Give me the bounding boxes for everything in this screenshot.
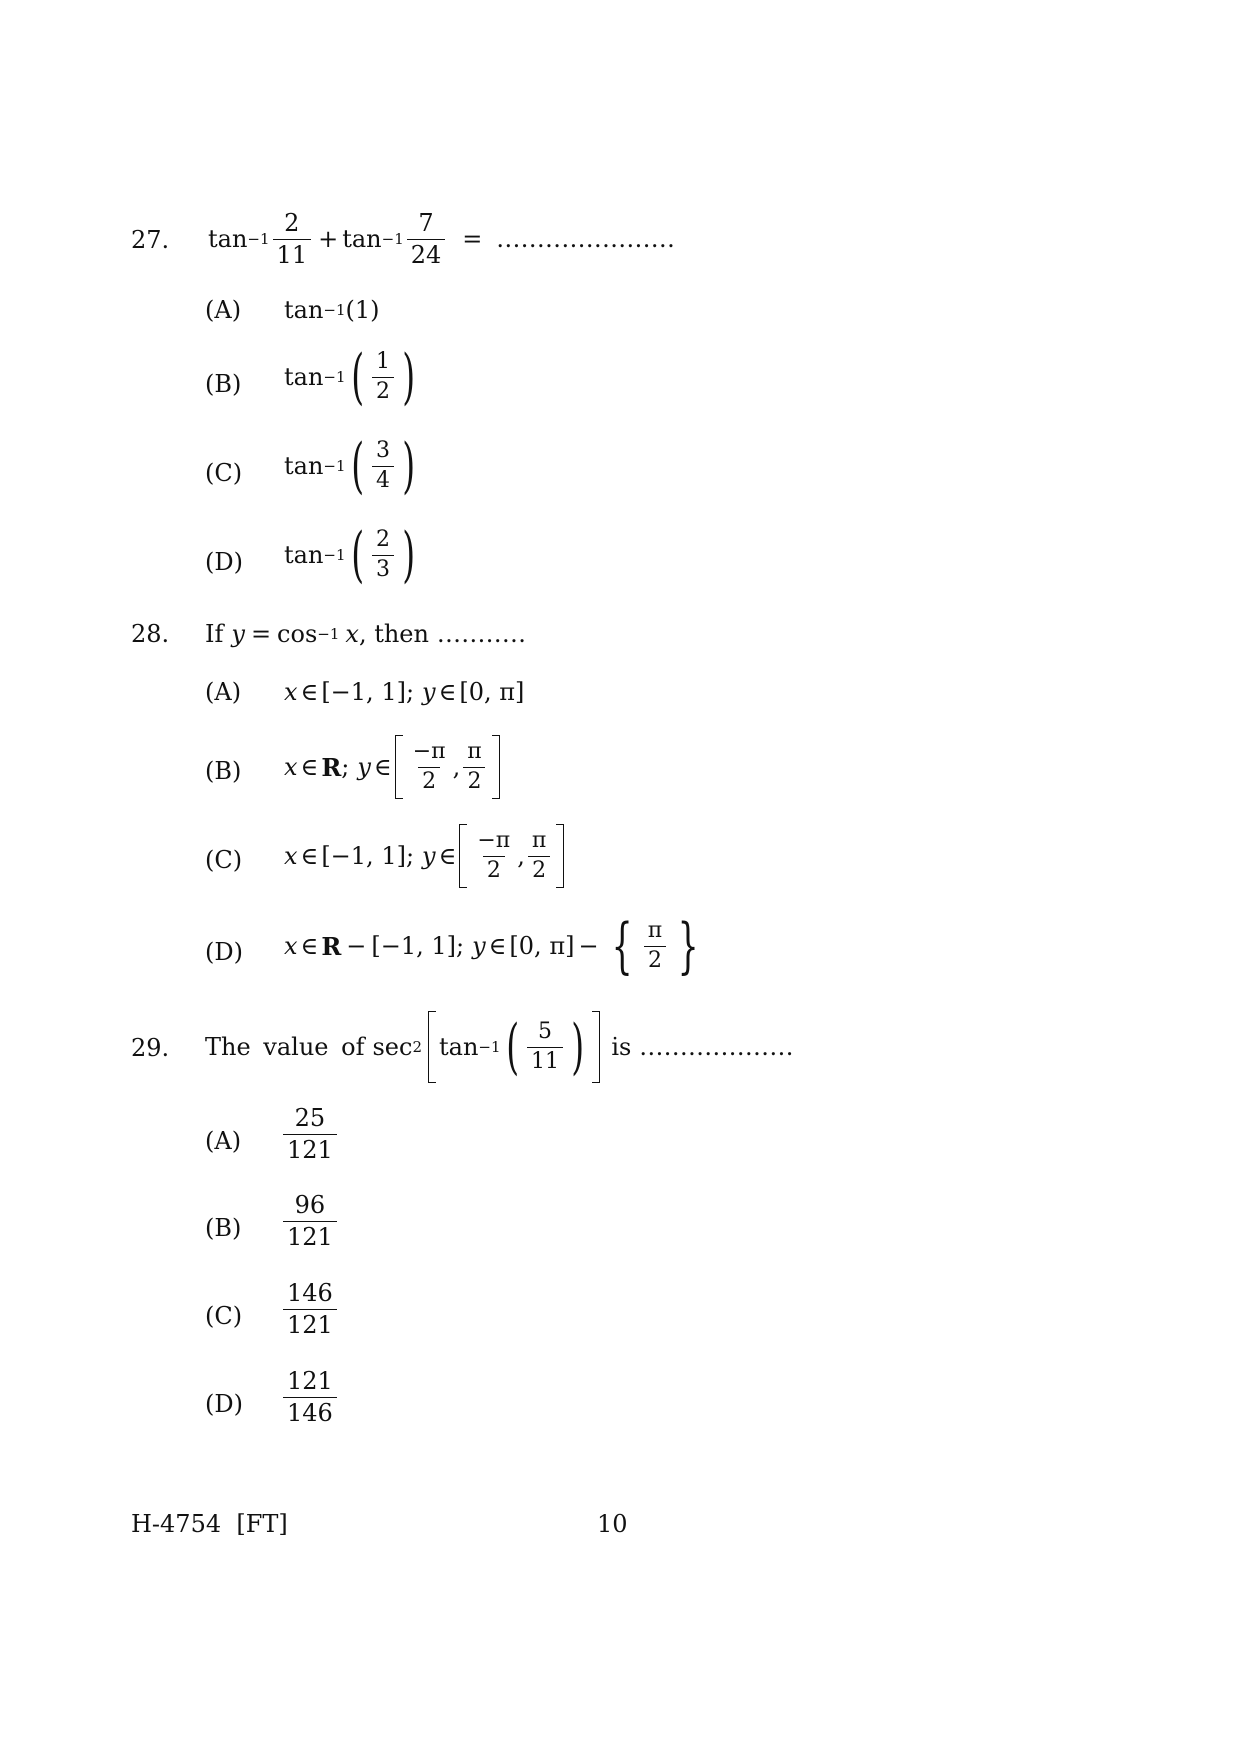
denominator: 2 (483, 856, 505, 884)
interval: [−1, 1]; (321, 678, 415, 706)
paper-code: H-4754 [FT] (131, 1510, 288, 1538)
plus-sign: + (318, 225, 339, 254)
denominator: 2 (372, 377, 394, 405)
right-paren: ) (402, 431, 416, 501)
tan-fn: tan (284, 296, 324, 324)
fraction (528, 829, 550, 883)
denominator: 2 (463, 767, 485, 795)
question-29-stem: The value of sec 2 tan −1 ( $\frac{5}{11}$ ) is ................... (205, 1012, 794, 1082)
reals-symbol: R (321, 931, 342, 961)
if-word: If (205, 620, 224, 648)
denominator: 121 (283, 1221, 337, 1251)
stem-text: The value of (205, 1033, 365, 1061)
var-x: x (284, 842, 298, 870)
left-paren: ( (350, 431, 364, 501)
element-of: ∈ (300, 842, 319, 870)
question-27-stem: tan −1 $\frac{2}{11}$ + tan −1 $\frac{7}{24}$ = ...................... (208, 209, 676, 269)
interval: [0, π] (509, 932, 575, 960)
var-x: x (284, 932, 298, 960)
fraction (283, 1280, 337, 1339)
var-x: x (284, 678, 298, 706)
option-label: (A) (205, 1127, 242, 1155)
right-paren: ) (402, 520, 416, 590)
numerator: π (467, 738, 482, 764)
left-paren: ( (350, 520, 364, 590)
denominator: 2 (644, 946, 666, 974)
option-a-expression (280, 1105, 340, 1164)
page-number: 10 (597, 1510, 628, 1538)
option-b-expression (284, 735, 503, 799)
option-d-expression: tan −1 ( $\frac{2}{3}$ ) (284, 520, 416, 590)
option-label: (A) (205, 678, 242, 706)
equals-sign: = (462, 225, 483, 254)
left-brace: { (611, 911, 633, 981)
minus-sign: − (578, 932, 599, 960)
fraction (372, 528, 394, 582)
fraction (473, 829, 514, 883)
element-of: ∈ (438, 842, 457, 870)
fraction (463, 740, 485, 794)
element-of: ∈ (300, 753, 319, 781)
question-28-stem: If y = cos −1 x , then ........... (205, 620, 527, 648)
numerator: 3 (375, 437, 390, 463)
element-of: ∈ (300, 932, 319, 960)
option-label: (C) (205, 459, 243, 487)
var-y: y (422, 678, 436, 706)
left-bracket (395, 735, 403, 799)
var-x: x (345, 620, 359, 648)
tan-fn: tan (284, 541, 324, 569)
question-28-number: 28. (131, 620, 170, 648)
denominator: 3 (372, 555, 394, 583)
semicolon: ; (341, 753, 350, 781)
right-paren: ) (571, 1012, 585, 1082)
denominator: 11 (527, 1047, 563, 1075)
tan-fn: tan (438, 1033, 479, 1061)
question-27-number: 27. (131, 226, 170, 254)
argument: (1) (345, 296, 380, 324)
numerator: π (531, 827, 547, 853)
element-of: ∈ (300, 678, 319, 706)
numerator: 121 (287, 1367, 333, 1395)
fraction (273, 210, 312, 269)
is-word: is (611, 1033, 632, 1061)
option-c-expression: tan −1 ( $\frac{3}{4}$ ) (284, 431, 416, 501)
tan-fn: tan (342, 225, 382, 254)
var-y: y (231, 620, 245, 648)
interval: [0, π] (459, 678, 525, 706)
option-label: (B) (205, 757, 242, 785)
tan-fn: tan (284, 363, 324, 391)
comma: , (452, 753, 461, 781)
option-d-expression (280, 1368, 340, 1427)
option-d-expression (284, 911, 707, 981)
numerator: 1 (375, 348, 390, 374)
option-label: (C) (205, 1302, 243, 1330)
option-label: (B) (205, 1214, 242, 1242)
var-x: x (284, 753, 298, 781)
denominator: 2 (418, 767, 440, 795)
cos-fn: cos (277, 620, 318, 648)
right-bracket (592, 1011, 600, 1083)
then-word: , then (358, 620, 429, 648)
interval: [−1, 1]; (371, 932, 465, 960)
interval: [−1, 1]; (321, 842, 415, 870)
option-label: (B) (205, 370, 242, 398)
option-label: (C) (205, 846, 243, 874)
left-paren: ( (350, 342, 364, 412)
var-y: y (357, 753, 371, 781)
fraction (527, 1020, 563, 1074)
equals-sign: = (250, 620, 272, 648)
option-a-expression (284, 678, 524, 706)
reals-symbol: R (321, 752, 342, 782)
var-y: y (422, 842, 436, 870)
answer-blank: ...................... (496, 225, 676, 254)
numerator: 7 (418, 209, 434, 237)
sec-fn: sec (372, 1033, 413, 1061)
numerator: −π (412, 738, 446, 764)
answer-blank: ........... (436, 620, 527, 648)
tan-fn: tan (284, 452, 324, 480)
tan-fn: tan (208, 225, 248, 254)
denominator: 121 (283, 1134, 337, 1164)
fraction (372, 439, 394, 493)
numerator: 25 (294, 1104, 326, 1132)
element-of: ∈ (438, 678, 457, 706)
numerator: π (647, 917, 663, 943)
option-label: (D) (205, 1390, 243, 1418)
numerator: 2 (284, 209, 300, 237)
fraction (409, 740, 450, 794)
option-a-expression: tan −1 (1) (284, 296, 380, 324)
left-bracket (428, 1011, 436, 1083)
left-paren: ( (505, 1012, 519, 1082)
numerator: 96 (294, 1191, 326, 1219)
right-brace: } (677, 911, 699, 981)
option-b-expression: tan −1 ( $\frac{1}{2}$ ) (284, 342, 416, 412)
var-y: y (472, 932, 486, 960)
option-label: (A) (205, 296, 242, 324)
right-bracket (492, 735, 500, 799)
denominator: 4 (372, 466, 394, 494)
numerator: 5 (537, 1018, 552, 1044)
fraction (372, 350, 394, 404)
comma: , (517, 842, 525, 870)
right-paren: ) (402, 342, 416, 412)
option-b-expression (280, 1192, 340, 1251)
numerator: 2 (375, 526, 390, 552)
fraction (283, 1368, 337, 1427)
numerator: 146 (287, 1279, 333, 1307)
option-c-expression (284, 824, 567, 888)
fraction (407, 210, 446, 269)
denominator: 24 (407, 239, 446, 269)
option-label: (D) (205, 938, 243, 966)
fraction (644, 919, 666, 973)
element-of: ∈ (373, 753, 392, 781)
denominator: 2 (528, 856, 550, 884)
denominator: 121 (283, 1309, 337, 1339)
element-of: ∈ (488, 932, 507, 960)
left-bracket (459, 824, 467, 888)
fraction (283, 1105, 337, 1164)
option-c-expression (280, 1280, 340, 1339)
denominator: 11 (273, 239, 312, 269)
right-bracket (556, 824, 564, 888)
denominator: 146 (283, 1397, 337, 1427)
option-label: (D) (205, 548, 243, 576)
numerator: −π (477, 827, 511, 853)
answer-blank: ................... (639, 1033, 794, 1061)
fraction (283, 1192, 337, 1251)
minus-sign: − (346, 932, 367, 960)
question-29-number: 29. (131, 1034, 170, 1062)
